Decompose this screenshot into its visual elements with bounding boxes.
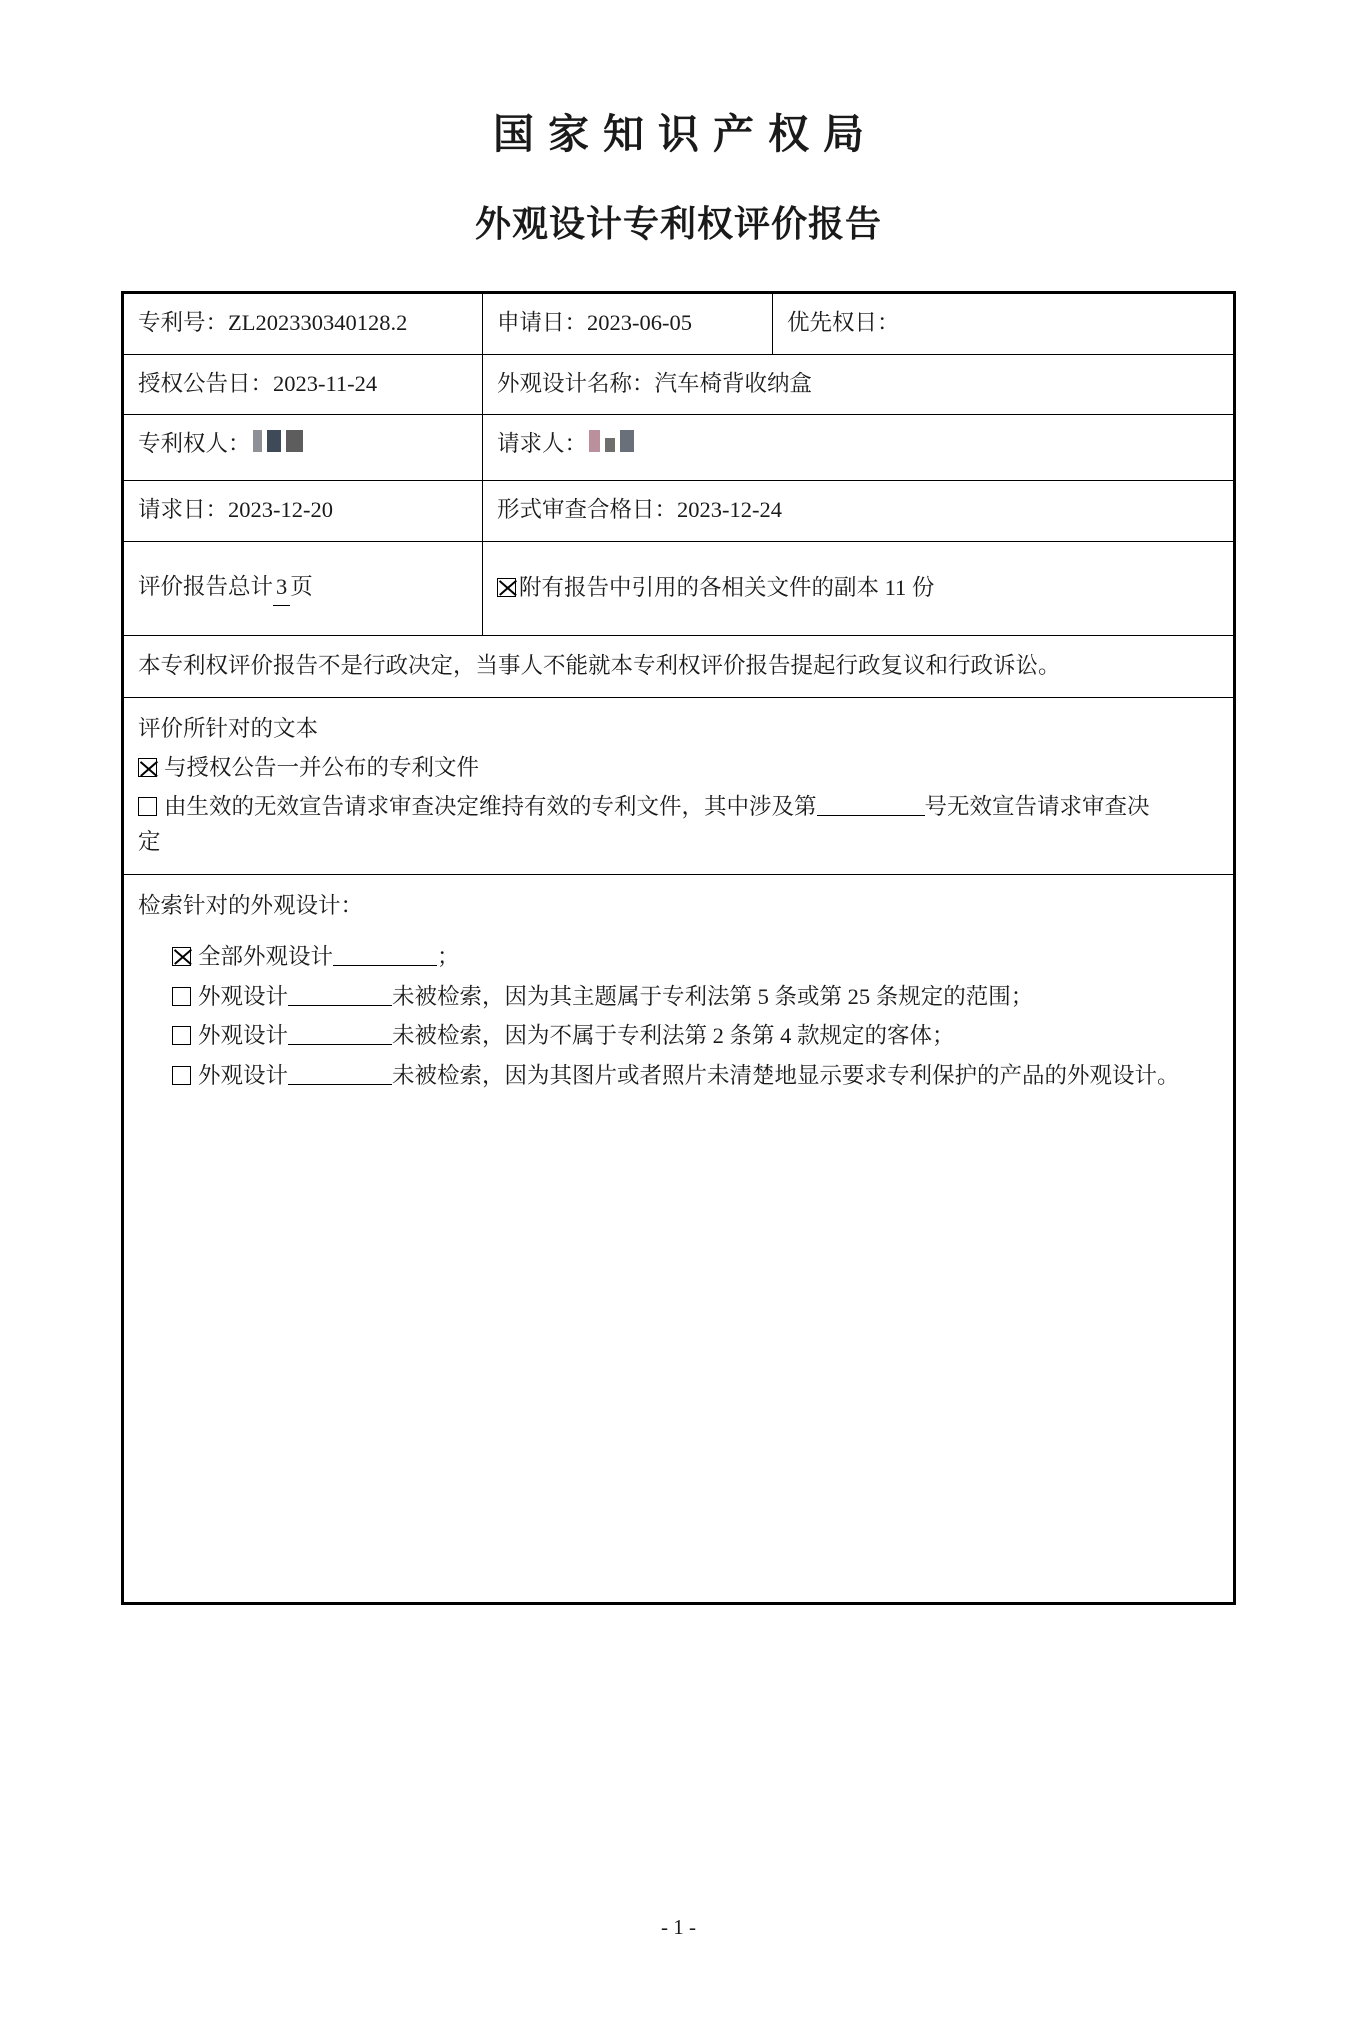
- search-option-4-label-after: 未被检索，因为其图片或者照片未清楚地显示要求专利保护的产品的外观设计。: [392, 1063, 1180, 1089]
- cell-request-date: [123, 481, 483, 542]
- cell-search-section: [123, 874, 1235, 1603]
- application-date-label: 申请日：: [497, 309, 588, 335]
- report-title: 外观设计专利权评价报告: [474, 204, 882, 245]
- cell-application-date: [483, 292, 773, 354]
- request-date-label: 请求日：: [138, 497, 229, 523]
- attachment-checkbox-icon[interactable]: [497, 578, 516, 597]
- evaluated-text-option-2-label-after: 号无效宣告请求审查决: [924, 794, 1150, 820]
- design-name-value: 汽车椅背收纳盒: [654, 370, 813, 396]
- evaluated-text-option-2-blank[interactable]: [817, 793, 925, 817]
- table-row: [123, 481, 1235, 542]
- attachment-label: 附有报告中引用的各相关文件的副本 11 份: [519, 574, 935, 600]
- page-number: - 1 -: [661, 1915, 696, 1939]
- cell-design-name: [483, 354, 1235, 415]
- search-option-2-blank[interactable]: [288, 982, 392, 1006]
- legal-statement-text: 本专利权评价报告不是行政决定，当事人不能就本专利权评价报告提起行政复议和行政诉讼。: [138, 652, 1061, 678]
- search-option-2-label-before: 外观设计: [198, 983, 289, 1009]
- cell-legal-statement: [123, 636, 1235, 698]
- agency-title: 国家知识产权局: [493, 111, 878, 157]
- evaluated-text-option-2[interactable]: [138, 790, 1219, 860]
- search-option-1-label-after: ；: [437, 943, 460, 969]
- table-row: [123, 698, 1235, 875]
- cell-total-pages: [123, 542, 483, 636]
- evaluated-text-option-1[interactable]: [138, 751, 1219, 786]
- search-option-1-label-before: 全部外观设计: [198, 943, 334, 969]
- cell-patent-number: [123, 292, 483, 354]
- priority-date-label: 优先权日：: [787, 309, 900, 335]
- requester-label: 请求人：: [497, 431, 588, 457]
- cell-priority-date: [773, 292, 1235, 354]
- evaluated-text-option-2-label-before: 由生效的无效宣告请求审查决定维持有效的专利文件，其中涉及第: [164, 794, 817, 820]
- grant-announcement-value: 2023-11-24: [273, 370, 378, 396]
- formality-pass-value: 2023-12-24: [677, 497, 783, 523]
- evaluated-text-heading: 评价所针对的文本: [138, 716, 319, 742]
- search-option-4-blank[interactable]: [288, 1062, 392, 1086]
- cell-patentee: [123, 415, 483, 481]
- cell-attachment-copies: [483, 542, 1235, 636]
- search-section-heading: 检索针对的外观设计：: [138, 892, 364, 918]
- request-date-value: 2023-12-20: [228, 497, 334, 523]
- search-option-4-checkbox-icon[interactable]: [172, 1066, 191, 1085]
- design-name-label: 外观设计名称：: [497, 370, 655, 396]
- grant-announcement-label: 授权公告日：: [138, 370, 274, 396]
- table-row: [123, 292, 1235, 354]
- search-option-3[interactable]: [172, 1019, 1219, 1054]
- search-option-1[interactable]: [172, 940, 1219, 975]
- patent-number-value: ZL202330340128.2: [228, 309, 408, 335]
- search-option-1-checkbox-icon[interactable]: [172, 947, 191, 966]
- cell-evaluated-text-section: [123, 698, 1235, 875]
- search-option-4-label-before: 外观设计: [198, 1063, 289, 1089]
- total-pages-value: 3: [273, 570, 290, 606]
- table-row: [123, 415, 1235, 481]
- search-option-2-label-after: 未被检索，因为其主题属于专利法第 5 条或第 25 条规定的范围；: [392, 983, 1034, 1009]
- table-row: [123, 636, 1235, 698]
- cell-requester: [483, 415, 1235, 481]
- table-row: [123, 874, 1235, 1603]
- document-page: [0, 112, 1357, 2032]
- total-pages-suffix: 页: [290, 574, 313, 600]
- table-row: [123, 542, 1235, 636]
- search-option-3-label-before: 外观设计: [198, 1023, 289, 1049]
- search-option-3-label-after: 未被检索，因为不属于专利法第 2 条第 4 款规定的客体；: [392, 1023, 955, 1049]
- patentee-redacted-value: [253, 430, 308, 452]
- search-option-3-checkbox-icon[interactable]: [172, 1026, 191, 1045]
- table-row: [123, 354, 1235, 415]
- patentee-label: 专利权人：: [138, 431, 251, 457]
- evaluated-text-option-1-checkbox-icon[interactable]: [138, 758, 157, 777]
- patent-info-table: [121, 291, 1236, 1605]
- search-option-1-blank[interactable]: [333, 942, 437, 966]
- application-date-value: 2023-06-05: [587, 309, 693, 335]
- evaluated-text-option-1-label: 与授权公告一并公布的专利文件: [164, 755, 480, 781]
- search-option-2[interactable]: [172, 980, 1219, 1015]
- cell-grant-announcement-date: [123, 354, 483, 415]
- cell-formality-pass-date: [483, 481, 1235, 542]
- search-option-4[interactable]: [172, 1059, 1219, 1094]
- total-pages-prefix: 评价报告总计: [138, 574, 274, 600]
- search-option-2-checkbox-icon[interactable]: [172, 987, 191, 1006]
- formality-pass-label: 形式审查合格日：: [497, 497, 678, 523]
- evaluated-text-option-2-checkbox-icon[interactable]: [138, 797, 157, 816]
- evaluated-text-option-2-label-tail: 定: [138, 828, 161, 854]
- patent-number-label: 专利号：: [138, 309, 229, 335]
- requester-redacted-value: [589, 430, 639, 452]
- search-option-3-blank[interactable]: [288, 1022, 392, 1046]
